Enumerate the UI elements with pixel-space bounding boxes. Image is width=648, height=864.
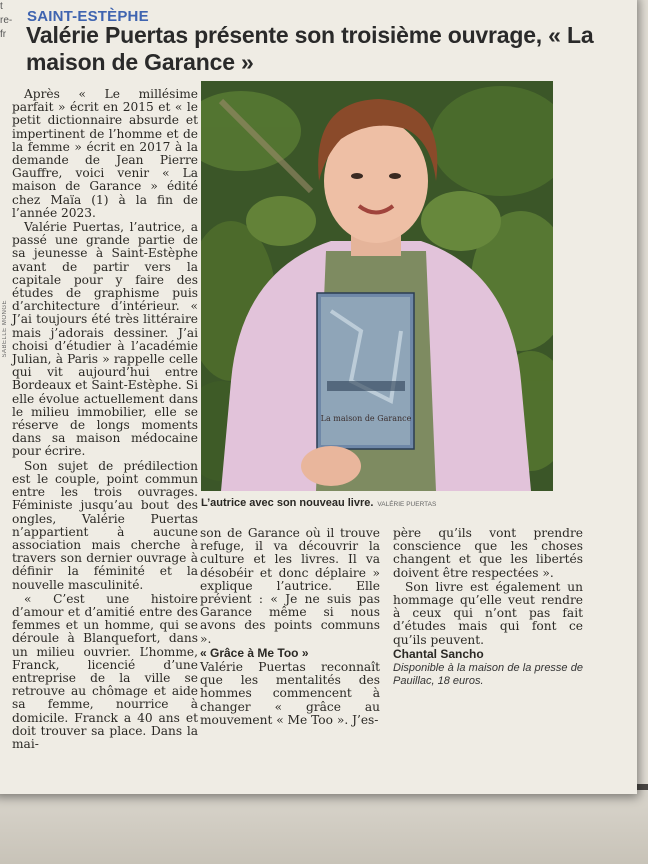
table-surface (0, 790, 648, 864)
photo-caption (201, 497, 436, 509)
availability-note: Disponible à la maison de la presse de Pauillac, 18 euros. (393, 662, 583, 688)
subheading: « Grâce à Me Too » (200, 645, 309, 660)
column-3 (393, 527, 583, 688)
photo-illustration (201, 81, 553, 491)
column-2 (200, 527, 380, 727)
book-cover-title: La maison de Garance (320, 414, 412, 423)
caption-text: L’autrice avec son nouveau livre. (201, 497, 374, 509)
paragraph: Valérie Puertas reconnaît que les mentalités des hommes commencent à changer « grâce au mouvement « Me Too ». J’es- (200, 660, 380, 727)
section-kicker: SAINT-ESTÈPHE (27, 8, 149, 25)
article-headline: Valérie Puertas présente son troisième ouvrage, « La maison de Garance » (26, 22, 594, 75)
vertical-photo-credit: SABELLE MONGE (2, 300, 8, 358)
fragment: fr (0, 29, 7, 40)
paragraph: Son livre est également un hommage qu’elle veut rendre à ceux qui n’ont pas fait d’études mais qui font ce qu’ils peuvent. (393, 579, 583, 647)
author-byline: Chantal Sancho (393, 646, 484, 661)
fragment: re- (0, 15, 13, 26)
paragraph: père qu’ils vont prendre conscience que les choses changent et que les libertés doivent être respectées ». (393, 526, 583, 580)
column-1 (12, 88, 198, 751)
paragraph: Valérie Puertas, l’autrice, a passé une grande partie de sa jeunesse à Saint-Estèphe avant de partir vers la capitale pour y faire des études de graphisme puis d’architecture d’intérieur. « J’ai toujours été très littéraire mais j’adorais dessiner. J’ai choisi d’étudier à l’académie Julian, à Paris » rappelle celle qui vit aujourd’hui entre Bordeaux et Saint-Estèphe. Si elle évolue actuellement dans le milieu immobilier, elle se réserve de longs moments dans sa maison médocaine pour écrire. (12, 220, 198, 459)
author-photo (201, 81, 553, 491)
photo-credit: VALÉRIE PUERTAS (377, 501, 437, 508)
paragraph: « C’est une histoire d’amour et d’amitié entre des femmes et un homme, qui se déroule à Blanquefort, dans un milieu ouvrier. L’homme, Franck, licencié d’une entreprise de la ville se retrouve au chômage et aide sa femme, nourrice à domicile. Franck a 40 ans et doit trouver sa place. Dans la mai- (12, 591, 198, 751)
margin-fragments (0, 0, 16, 42)
paragraph: son de Garance où il trouve refuge, il va découvrir la culture et les livres. Il va désobéir et donc déplaire » explique l’autrice. Elle prévient : « Je ne suis pas Garance même si nous avons des points communs ». (200, 526, 380, 646)
fragment: t (0, 1, 3, 12)
paragraph: Après « Le millésime parfait » écrit en 2015 et « le petit dictionnaire absurde et impertinent de l’homme et de la femme » écrit en 2017 à la demande de Jean Pierre Gauffre, voici venir « La maison de Garance » édité chez Maïa (1) à la fin de l’année 2023. (12, 87, 198, 220)
paragraph: Son sujet de prédilection est le couple, point commun entre les trois ouvrages. Féministe jusqu’au bout des ongles, Valérie Puertas n’appartient à aucune association mais cherche à travers son dernier ouvrage à définir la féminité et la nouvelle masculinité. (12, 458, 198, 592)
